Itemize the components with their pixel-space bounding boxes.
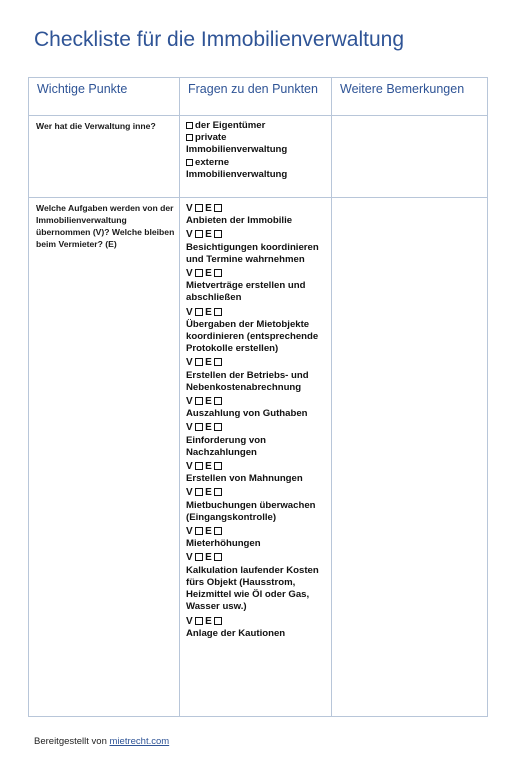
table-header-row <box>29 78 488 116</box>
task-marker-row <box>186 526 328 538</box>
task-marker-row <box>186 357 328 369</box>
marker-e-label: E <box>205 229 213 241</box>
marker-e-label: E <box>205 487 213 499</box>
option-eigentuemer[interactable] <box>186 120 328 132</box>
task-marker-row <box>186 616 328 628</box>
task-marker-row <box>186 396 328 408</box>
checkbox-e-icon[interactable] <box>214 397 222 405</box>
column-header-bemerkungen: Weitere Bemerkungen <box>332 78 488 116</box>
task-label: Anbieten der Immobilie <box>186 215 293 227</box>
checkbox-v-icon[interactable] <box>195 230 203 238</box>
table-row <box>29 116 488 198</box>
checkbox-v-icon[interactable] <box>195 462 203 470</box>
checkbox-e-icon[interactable] <box>214 423 222 431</box>
checkbox-e-icon[interactable] <box>214 462 222 470</box>
marker-v-label: V <box>186 552 194 564</box>
checkbox-e-icon[interactable] <box>214 269 222 277</box>
marker-e-label: E <box>205 422 213 434</box>
tasks-cell <box>180 198 332 717</box>
marker-e-label: E <box>205 357 213 369</box>
task-label: Einforderung von Nachzahlungen <box>186 434 266 458</box>
option-label: externe Immobilienverwaltung <box>186 156 288 180</box>
marker-e-label: E <box>205 396 213 408</box>
marker-e-label: E <box>205 461 213 473</box>
checkbox-v-icon[interactable] <box>195 358 203 366</box>
marker-v-label: V <box>186 396 194 408</box>
marker-e-label: E <box>205 552 213 564</box>
checkbox-icon[interactable] <box>186 159 193 166</box>
task-label: Mieterhöhungen <box>186 538 261 550</box>
marker-e-label: E <box>205 615 213 627</box>
option-externe[interactable] <box>186 157 328 181</box>
checkbox-e-icon[interactable] <box>214 358 222 366</box>
column-header-wichtige-punkte: Wichtige Punkte <box>29 78 180 116</box>
checkbox-v-icon[interactable] <box>195 617 203 625</box>
checkbox-icon[interactable] <box>186 134 193 141</box>
checkbox-e-icon[interactable] <box>214 204 222 212</box>
task-label: Mietverträge erstellen und abschließen <box>186 280 306 304</box>
marker-v-label: V <box>186 229 194 241</box>
task-marker-row <box>186 422 328 434</box>
task-label: Erstellen der Betriebs- und Nebenkostenabrechnung <box>186 369 309 393</box>
checklist-table <box>28 77 488 717</box>
marker-v-label: V <box>186 461 194 473</box>
checkbox-v-icon[interactable] <box>195 423 203 431</box>
task-label: Übergaben der Mietobjekte koordinieren (entsprechende Protokolle erstellen) <box>186 318 319 355</box>
task-label: Anlage der Kautionen <box>186 627 286 639</box>
option-private[interactable] <box>186 132 328 156</box>
checkbox-v-icon[interactable] <box>195 488 203 496</box>
question-cell: Welche Aufgaben werden von der Immobilienverwaltung übernommen (V)? Welche bleiben beim Vermieter? (E) <box>29 198 180 717</box>
checkbox-v-icon[interactable] <box>195 204 203 212</box>
table-row <box>29 198 488 717</box>
footer-prefix: Bereitgestellt von <box>34 736 107 747</box>
marker-v-label: V <box>186 487 194 499</box>
checkbox-e-icon[interactable] <box>214 553 222 561</box>
remark-cell[interactable] <box>332 198 488 717</box>
remark-cell[interactable] <box>332 116 488 198</box>
marker-v-label: V <box>186 357 194 369</box>
checkbox-v-icon[interactable] <box>195 527 203 535</box>
checkbox-e-icon[interactable] <box>214 527 222 535</box>
marker-v-label: V <box>186 422 194 434</box>
task-marker-row <box>186 229 328 241</box>
marker-v-label: V <box>186 526 194 538</box>
task-label: Kalkulation laufender Kosten fürs Objekt (Hausstrom, Heizmittel wie Öl oder Gas, Wasser usw.) <box>186 564 319 613</box>
question-cell: Wer hat die Verwaltung inne? <box>29 116 180 198</box>
task-label: Erstellen von Mahnungen <box>186 473 303 485</box>
task-marker-row <box>186 487 328 499</box>
checkbox-v-icon[interactable] <box>195 553 203 561</box>
marker-e-label: E <box>205 268 213 280</box>
marker-v-label: V <box>186 615 194 627</box>
checkbox-v-icon[interactable] <box>195 397 203 405</box>
checkbox-v-icon[interactable] <box>195 269 203 277</box>
footer-link[interactable]: mietrecht.com <box>109 736 170 747</box>
checkbox-v-icon[interactable] <box>195 308 203 316</box>
task-label: Mietbuchungen überwachen (Eingangskontrolle) <box>186 499 316 523</box>
task-marker-row <box>186 461 328 473</box>
marker-e-label: E <box>205 203 213 214</box>
options-cell <box>180 116 332 198</box>
task-marker-row <box>186 203 328 215</box>
marker-v-label: V <box>186 306 194 318</box>
marker-v-label: V <box>186 203 194 214</box>
column-header-fragen: Fragen zu den Punkten <box>180 78 332 116</box>
checkbox-icon[interactable] <box>186 122 193 129</box>
checkbox-e-icon[interactable] <box>214 308 222 316</box>
task-label: Auszahlung von Guthaben <box>186 408 308 420</box>
checkbox-e-icon[interactable] <box>214 617 222 625</box>
task-marker-row <box>186 268 328 280</box>
task-marker-row <box>186 552 328 564</box>
option-label: der Eigentümer <box>195 120 266 131</box>
marker-e-label: E <box>205 306 213 318</box>
checkbox-e-icon[interactable] <box>214 230 222 238</box>
page-title: Checkliste für die Immobilienverwaltung <box>34 28 404 51</box>
task-marker-row <box>186 307 328 319</box>
marker-v-label: V <box>186 268 194 280</box>
footer <box>34 736 169 747</box>
task-label: Besichtigungen koordinieren und Termine wahrnehmen <box>186 241 319 265</box>
option-label: private Immobilienverwaltung <box>186 132 288 156</box>
checkbox-e-icon[interactable] <box>214 488 222 496</box>
marker-e-label: E <box>205 526 213 538</box>
